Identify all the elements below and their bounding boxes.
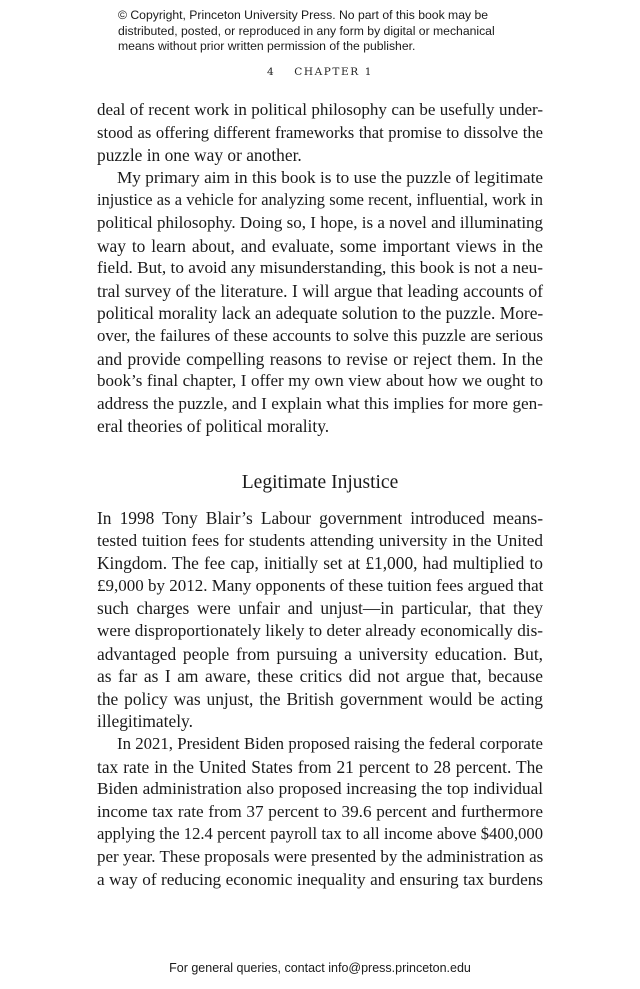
text-line: In 1998 Tony Blair’s Labour government introduced means- bbox=[97, 508, 543, 528]
section-heading: Legitimate Injustice bbox=[241, 472, 399, 493]
copyright-line: means without prior written permission of the publisher. bbox=[118, 39, 416, 53]
text-line: way to learn about, and evaluate, some important views in the bbox=[97, 235, 543, 256]
copyright-notice bbox=[118, 8, 538, 55]
text-line: per year. These proposals were presented by the administration as bbox=[97, 846, 544, 866]
text-line: political morality lack an adequate solution to the puzzle. More- bbox=[97, 303, 544, 324]
section-paragraphs bbox=[97, 507, 543, 891]
text-line: stood as offering different frameworks that promise to dissolve the bbox=[97, 122, 543, 142]
text-line: field. But, to avoid any misunderstanding, this book is not a neu- bbox=[97, 258, 543, 278]
text-line: were disproportionately likely to deter already economically dis- bbox=[97, 620, 543, 640]
text-line: such charges were unfair and unjust—in particular, that they bbox=[97, 598, 543, 619]
text-line: income tax rate from 37 percent to 39.6 percent and furthermore bbox=[97, 801, 543, 821]
text-line: £9,000 by 2012. Many opponents of these tuition fees argued that bbox=[97, 575, 544, 595]
running-head bbox=[0, 66, 640, 78]
text-line: a way of reducing economic inequality and ensuring tax burdens bbox=[97, 869, 543, 889]
text-line: applying the 12.4 percent payroll tax to all income above $400,000 bbox=[97, 824, 543, 844]
text-line: puzzle in one way or another. bbox=[97, 145, 302, 166]
text-line: political philosophy. Doing so, I hope, is a novel and illuminating bbox=[97, 212, 544, 232]
text-line: over, the failures of these accounts to solve this puzzle are serious bbox=[97, 325, 543, 345]
text-line: eral theories of political morality. bbox=[97, 416, 330, 437]
text-line: address the puzzle, and I explain what this implies for more gen- bbox=[97, 393, 543, 413]
text-line: the policy was unjust, the British government would be acting bbox=[97, 688, 543, 709]
text-line: My primary aim in this book is to use the puzzle of legitimate bbox=[117, 167, 543, 187]
page-number: 4 bbox=[266, 66, 276, 78]
intro-paragraphs bbox=[97, 99, 543, 438]
copyright-line: distributed, posted, or reproduced in any form by digital or mechanical bbox=[118, 23, 495, 38]
text-line: injustice as a vehicle for analyzing some recent, influential, work in bbox=[97, 190, 543, 210]
chapter-label: CHAPTER 1 bbox=[294, 66, 374, 78]
text-line: tested tuition fees for students attending university in the United bbox=[97, 530, 543, 550]
text-line: tax rate in the United States from 21 percent to 28 percent. The bbox=[97, 756, 543, 777]
text-line: Kingdom. The fee cap, initially set at £1,000, had multiplied to bbox=[97, 553, 543, 574]
text-line: as far as I am aware, these critics did not argue that, because bbox=[97, 666, 543, 687]
text-line: Biden administration also proposed increasing the top individual bbox=[97, 779, 543, 799]
text-line: illegitimately. bbox=[97, 711, 193, 732]
text-line: advantaged people from pursuing a university education. But, bbox=[97, 643, 543, 664]
footer-contact: For general queries, contact info@press.princeton.edu bbox=[169, 961, 471, 975]
text-line: In 2021, President Biden proposed raising the federal corporate bbox=[117, 733, 543, 753]
text-line: and provide compelling reasons to revise or reject them. In the bbox=[97, 348, 543, 369]
text-line: book’s final chapter, I offer my own view about how we ought to bbox=[97, 371, 543, 391]
text-line: tral survey of the literature. I will argue that leading accounts of bbox=[97, 280, 543, 301]
copyright-line: © Copyright, Princeton University Press. No part of this book may be bbox=[118, 8, 489, 22]
text-line: deal of recent work in political philosophy can be usefully under- bbox=[97, 100, 543, 119]
